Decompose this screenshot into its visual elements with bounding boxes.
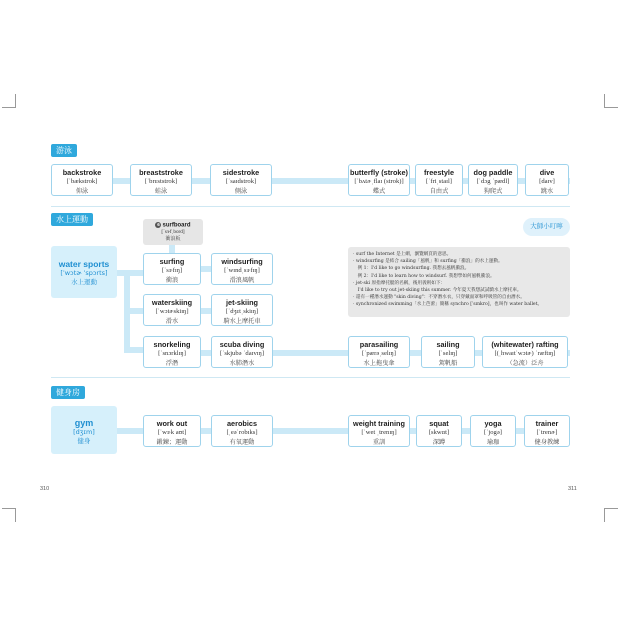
vocab-card-butterfly[interactable]: butterfly (stroke) [ˈbʌtɚˌflaɪ (strok)] 蝶式 (348, 164, 410, 196)
vocab-card-squat[interactable]: squat [skwɑt] 深蹲 (416, 415, 462, 447)
main-card-gym[interactable]: gym [dʒɪm] 健身 (51, 406, 117, 454)
vocab-card-aerobics[interactable]: aerobics [ˌeəˈrobɪks] 有氧運動 (211, 415, 273, 447)
vocab-card-parasailing[interactable]: parasailing [ˈpærəˌselɪŋ] 水上拖曳傘 (348, 336, 410, 368)
vocab-card-snorkeling[interactable]: snorkeling [ˈsnɔrklɪŋ] 浮潛 (143, 336, 201, 368)
vocab-card-sailing[interactable]: sailing [ˈselɪŋ] 駕帆船 (421, 336, 475, 368)
crop-mark (604, 107, 618, 108)
teacher-tip-cloud: 大師小叮嚀 (523, 218, 570, 236)
vocab-card-jet-skiing[interactable]: jet-skiing [ˈdʒɛtˌskiɪŋ] 騎水上摩托車 (211, 294, 273, 326)
vocab-card-rafting[interactable]: (whitewater) rafting [(ˌhwaɪtˈwɔtɚ) ˈræftɪŋ] （急流）泛舟 (482, 336, 568, 368)
section-divider (51, 206, 570, 207)
vocab-card-surfing[interactable]: surfing [ˈsɝfɪŋ] 衝浪 (143, 253, 201, 285)
surfboard-card[interactable]: 6 surfboard [ˈsɝfˌbord] 衝浪板 (143, 219, 203, 245)
vocab-card-windsurfing[interactable]: windsurfing [ˈwɪndˌsɝfɪŋ] 滑浪風帆 (211, 253, 273, 285)
vocab-card-backstroke[interactable]: backstroke [ˈbækstrok] 仰泳 (51, 164, 113, 196)
crop-mark (604, 508, 605, 522)
tip-note-line: · surf the Internet 是上網，瀏覽網頁的意思。 (353, 252, 452, 257)
vocab-card-freestyle[interactable]: freestyle [ˈfriˌstaɪl] 自由式 (415, 164, 463, 196)
vocab-card-scuba-diving[interactable]: scuba diving [ˈskjubə ˈdaɪvɪŋ] 水肺潛水 (211, 336, 273, 368)
main-card-water-sports[interactable]: water sports [ˈwɔtɚ ˈspɔrts] 水上運動 (51, 246, 117, 298)
crop-mark (2, 508, 16, 509)
vocab-card-yoga[interactable]: yoga [ˈjogə] 瑜珈 (470, 415, 516, 447)
vocab-card-weight-training[interactable]: weight training [ˈwet ˌtrenɪŋ] 重訓 (348, 415, 410, 447)
crop-mark (604, 94, 605, 108)
vocab-card-dive[interactable]: dive [daɪv] 跳水 (525, 164, 569, 196)
crop-mark (15, 94, 16, 108)
tip-note-line: · windsurfing 是結合 sailing「風帆」和 surfing「衝浪」的水上運動。 (353, 259, 503, 265)
vocab-card-trainer[interactable]: trainer [ˈtrenɚ] 健身教練 (524, 415, 570, 447)
crop-mark (15, 508, 16, 522)
vocab-card-sidestroke[interactable]: sidestroke [ˈsaɪdstrok] 側泳 (210, 164, 272, 196)
crop-mark (604, 508, 618, 509)
vocab-card-dog-paddle[interactable]: dog paddle [ˈdɔg ˈpædl] 狗爬式 (468, 164, 518, 196)
tip-note-line: 例 1：I'd like to go windsurfing. 我想去風帆衝浪。 (353, 266, 470, 272)
section-tab-water-sports: 水上運動 (51, 213, 93, 226)
section-tab-swimming: 游泳 (51, 144, 77, 157)
section-tab-gym: 健身房 (51, 386, 85, 399)
page-number-left: 310 (40, 486, 50, 492)
crop-mark (2, 107, 16, 108)
water-connector (124, 347, 143, 353)
vocab-card-breaststroke[interactable]: breaststroke [ˈbrɛststrok] 蛙泳 (130, 164, 192, 196)
water-connector (124, 308, 143, 314)
vocab-card-waterskiing[interactable]: waterskiing [ˈwɔtɚskiɪŋ] 滑水 (143, 294, 201, 326)
number-badge: 6 (157, 222, 160, 227)
vocab-card-work-out[interactable]: work out [ˈwɝk aʊt] 鍛鍊；運動 (143, 415, 201, 447)
water-connector (117, 270, 143, 276)
section-divider (51, 377, 570, 378)
tip-note-line: · jet-ski 原指摩托艇的名稱，後用義則如下： (353, 280, 446, 286)
tip-note-line: · 還有一種潛水運動 "skin diving"：不穿潛水衣，只穿戴面罩和呼吸管的自由潛水。 (353, 295, 525, 301)
tip-notes-box (348, 247, 570, 317)
tip-note-line: I'd like to try out jet-skiing this summer. 今年夏天我想試試騎水上摩托車。 (353, 288, 522, 294)
tip-note-line: · synchronized swimming「水上芭蕾」簡稱 synchro [ˈsɪnkro]，也叫作 water ballet。 (353, 302, 543, 308)
page-number-right: 311 (568, 486, 577, 492)
tip-note-line: 例 2：I'd like to learn how to windsurf. 我想學如何風帆衝浪。 (353, 273, 495, 279)
